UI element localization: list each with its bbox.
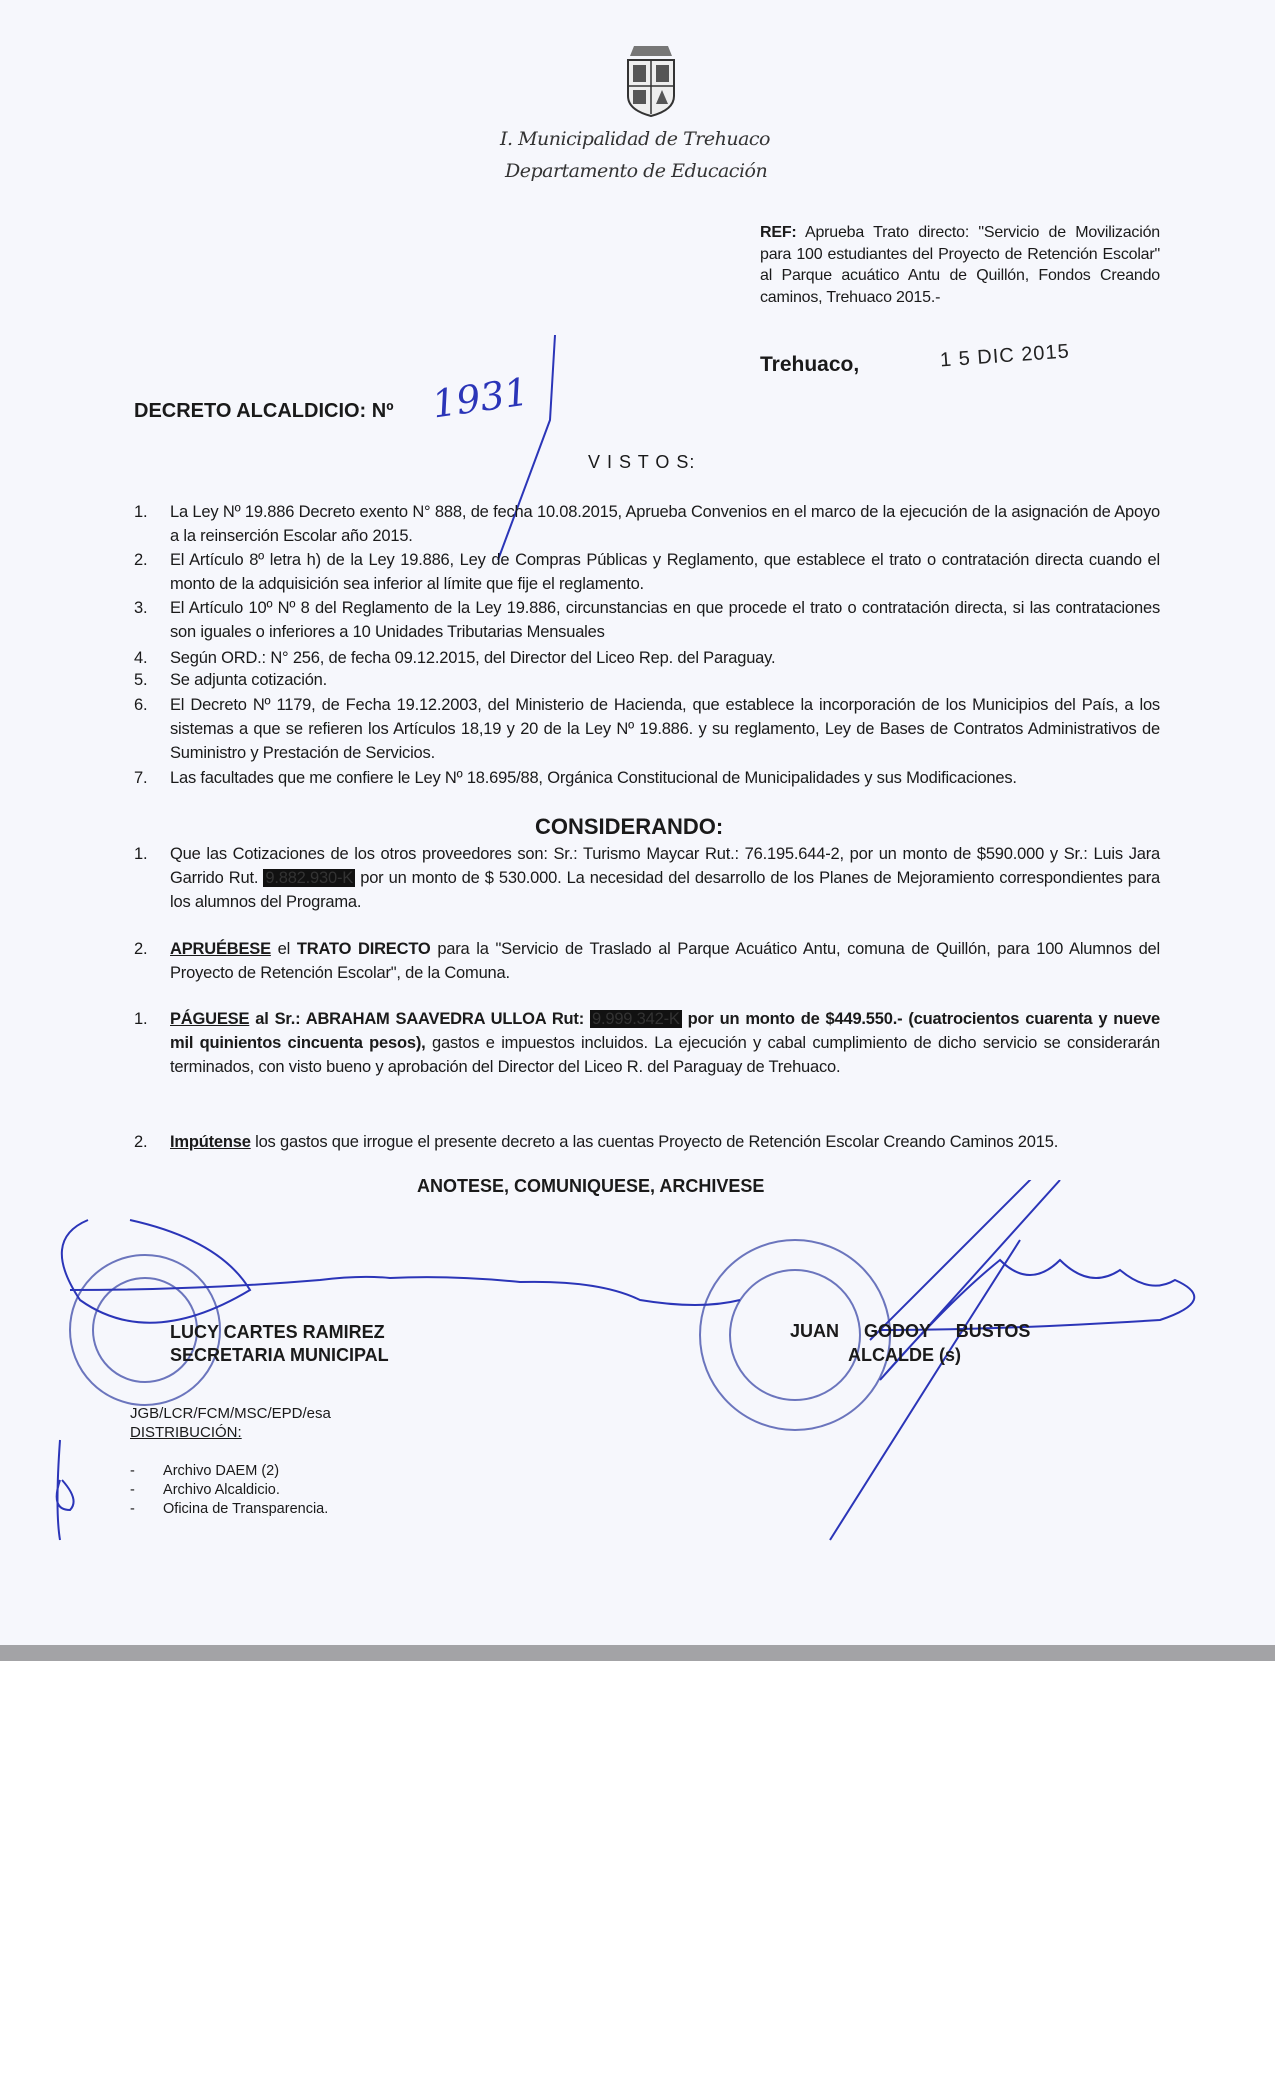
secretary-signature-block	[170, 1321, 389, 1367]
vistos-item: 4. Según ORD.: N° 256, de fecha 09.12.2015, del Director del Liceo Rep. del Paraguay.	[134, 649, 776, 667]
secretary-role: SECRETARIA MUNICIPAL	[170, 1345, 389, 1365]
decreto-number: 1931	[429, 369, 532, 427]
mayor-name: JUAN GODOY BUSTOS	[790, 1321, 1031, 1341]
considerando-item: 1. Que las Cotizaciones de los otros proveedores son: Sr.: Turismo Maycar Rut.: 76.195.644-2, por un monto de $590.000 y Sr.: Luis Jara Garrido Rut. 9.882.930-K por un monto de $ 530.000. La necesidad del desarrollo de los Planes de Mejoramiento correspondientes para los alumnos del Programa.	[134, 845, 1161, 911]
mayor-role: ALCALDE (s)	[848, 1345, 961, 1365]
distribution-item: - Archivo Alcaldicio.	[130, 1482, 280, 1498]
vistos-item: 6. El Decreto Nº 1179, de Fecha 19.12.2003, del Ministerio de Hacienda, que establece la incorporación de los Municipios del País, a los sistemas a que se refieren los Artículos 18,19 y 20 de la Ley Nº 19.886. y su reglamento, Ley de Bases de Contratos Administrativos de Suministro y Prestación de Servicios.	[134, 696, 1160, 762]
distribution-item: - Oficina de Transparencia.	[130, 1501, 329, 1517]
date-stamp: 1 5 DIC 2015	[939, 340, 1071, 372]
signatures-and-stamps	[0, 1180, 1275, 1600]
vistos-item: 3. El Artículo 10º Nº 8 del Reglamento de la Ley 19.886, circunstancias en que procede el trato o contratación directa, si las contrataciones son iguales o inferiores a 10 Unidades Tributarias Mensuales	[134, 599, 1160, 641]
considerando-title: CONSIDERANDO:	[535, 814, 724, 839]
reference-block	[760, 222, 1160, 308]
resuelvo-item: 1. PÁGUESE al Sr.: ABRAHAM SAAVEDRA ULLOA Rut: 9.999.342-K por un monto de $449.550.- (cuatrocientos cuarenta y nueve mil quinientos cincuenta pesos), gastos e impuestos incluidos. La ejecución y cabal cumplimiento de dicho servicio se considerarán terminados, con visto bueno y aprobación del Director del Liceo R. del Paraguay de Trehuaco.	[134, 1010, 1161, 1076]
vistos-title: V I S T O S:	[588, 452, 696, 472]
considerando-item: 2. APRUÉBESE el TRATO DIRECTO para la "Servicio de Traslado al Parque Acuático Antu, comuna de Quillón, para 100 Alumnos del Proyecto de Retención Escolar", de la Comuna.	[134, 940, 1161, 982]
distribution-list	[130, 1462, 328, 1519]
vistos-item: 5. Se adjunta cotización.	[134, 671, 328, 689]
decreto-label: DECRETO ALCALDICIO: Nº	[134, 400, 394, 422]
closing-formula: ANOTESE, COMUNIQUESE, ARCHIVESE	[417, 1176, 765, 1196]
vistos-item: 1. La Ley Nº 19.886 Decreto exento N° 888, de fecha 10.08.2015, Aprueba Convenios en el marco de la ejecución de la asignación de Apoyo a la reinserción Escolar año 2015.	[134, 503, 1160, 545]
resuelvo-item: 2. Impútense los gastos que irrogue el presente decreto a las cuentas Proyecto de Retención Escolar Creando Caminos 2015.	[134, 1133, 1059, 1151]
redacted-rut: 9.999.342-K	[591, 1010, 680, 1028]
ref-text: Aprueba Trato directo: "Servicio de Movilización para 100 estudiantes del Proyecto de Retención Escolar" al Parque acuático Antu de Quillón, Fondos Creando caminos, Trehuaco 2015.-	[760, 224, 1160, 306]
place: Trehuaco,	[760, 353, 860, 376]
redacted-rut: 9.882.930-K	[265, 869, 354, 887]
letterhead-municipality: I. Municipalidad de Trehuaco	[500, 128, 770, 150]
secretary-name: LUCY CARTES RAMIREZ	[170, 1322, 385, 1342]
scan-edge	[0, 1645, 1275, 1661]
distribution-title: DISTRIBUCIÓN:	[130, 1424, 242, 1441]
initials: JGB/LCR/FCM/MSC/EPD/esa	[130, 1405, 331, 1422]
distribution-item: - Archivo DAEM (2)	[130, 1463, 280, 1479]
vistos-item: 2. El Artículo 8º letra h) de la Ley 19.886, Ley de Compras Públicas y Reglamento, que establece el trato o contratación directa cuando el monto de la adquisición sea inferior al límite que fije el reglamento.	[134, 551, 1160, 593]
ref-label: REF:	[760, 224, 797, 241]
letterhead-department: Departamento de Educación	[505, 160, 768, 182]
vistos-item: 7. Las facultades que me confiere le Ley Nº 18.695/88, Orgánica Constitucional de Municipalidades y sus Modificaciones.	[134, 769, 1017, 787]
coat-of-arms-icon	[620, 38, 682, 120]
